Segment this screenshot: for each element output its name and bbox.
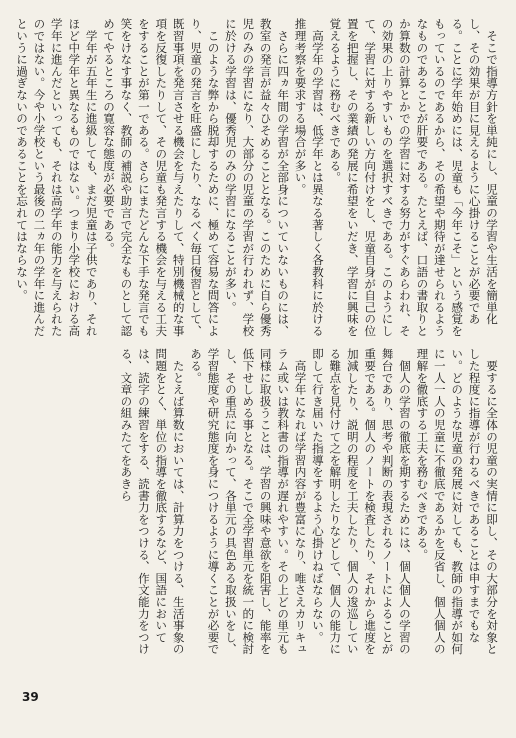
paragraph: 要するに全体の児童の実情に即し、その大部分を対象とした程度に指導が行わるべきであることは申すまでもない。どのような児童の発展に対しても、教師の指導が如何に一人一人の児童に不徹底であるかを反省し、個人個人の理解を徹底する工夫を務むべきである。 xyxy=(415,348,499,655)
paragraph: 高学年になれば学習内容が豊富になり、唯さえカリキュラム或いは教科書の指導が遅れやすい。その上どの単元も同様に取扱うことは、学習の興味や意欲を阻害し、能率を低下せしめる事となる。そこで全学習単元を統一的に検討し、その重点に向かって、各単元の具色ある取扱いをし、学習態度や研究態度を身につけるように導くことが必要である。 xyxy=(189,348,308,655)
page-number: 39 xyxy=(22,690,39,704)
paragraph: 個人の学習の徹底を期するためには、個人個人の学習の舞台であり、思考や判断の表現されるノートによることが重要である。個人のノートを検査したり、それから進度を加減したり、説明の程度を工夫したり、個人の逡巡している難点を見付けて之を解明したりなどして、個人の能力に即して行き届いた指導をするよう心掛けねばならない。 xyxy=(310,348,412,655)
lower-text-block xyxy=(18,348,500,660)
paragraph: さらに四ヵ年間の学習が全部身についていないものには、教室の発言が益々ひそめることとなる。このために自ら優秀児のみの学習になり、大部分の児童の学習が行われず、学校に於ける学習は、優秀児のみの学習になることが多い。 xyxy=(223,18,291,337)
upper-text-block xyxy=(15,18,500,338)
paragraph: 高学年の学習は、低学年とは異なる著しく各教科に於ける推理考察を要求する場合が多い。 xyxy=(293,18,325,337)
paragraph: たとえば算数においては、計算力をつける、生活事象の問題をとく、単位の指導を徹底するなど、国語においては、読字の練習をする、読書力をつける、作文能力をつける、文章の組みたてをあきら xyxy=(119,348,186,655)
paragraph: そこで指導方針を単純にし、児童の学習や生活を簡単化し、その効果が目に見えるように心掛けることが必要である。ことに学年始めには、児童も「今年こそ」という感覚をもっているのであるから、その希望や期待が達せられるようなものであることが肝要である。たとえば、口語の書取りとか算数の計算とかでの学習に対する努力がすぐあらわれ、その効果の上りやすいものを選択すべきである。このようにして、学習に対する新しい方向付けをし、児童自身が自己の位置を把握し、その業績の発展に希望をいだき、学習に興味を覚えるように務むべきである。 xyxy=(328,18,499,337)
paragraph: 学年が五年生に進級しても、まだ児童は子供であり、それほど中学年と異なるものではない。つまり小学校における高学年に進んだといっても、それは高学年の能力を与えられたのではない。今や小学校という最後の二ヵ年の学年に進んだというに過ぎないのであることを忘れてはならない。 xyxy=(15,18,99,337)
paragraph: このような弊から脱却するために、極めて容易な問答により、児童の発言を旺盛にしたり、なるべく毎日復習として、既習事項を発言させる機会を与えたりして、特別機械的な事項を反復したりして、その児童も発言する機会を与える工夫をすることが第一である。さらにまたどんな下手な発言でも笑をけなす事なく、教師の補説や助言で完全なものとして認めてやるところの寛容な態度が必要である。 xyxy=(102,18,221,337)
